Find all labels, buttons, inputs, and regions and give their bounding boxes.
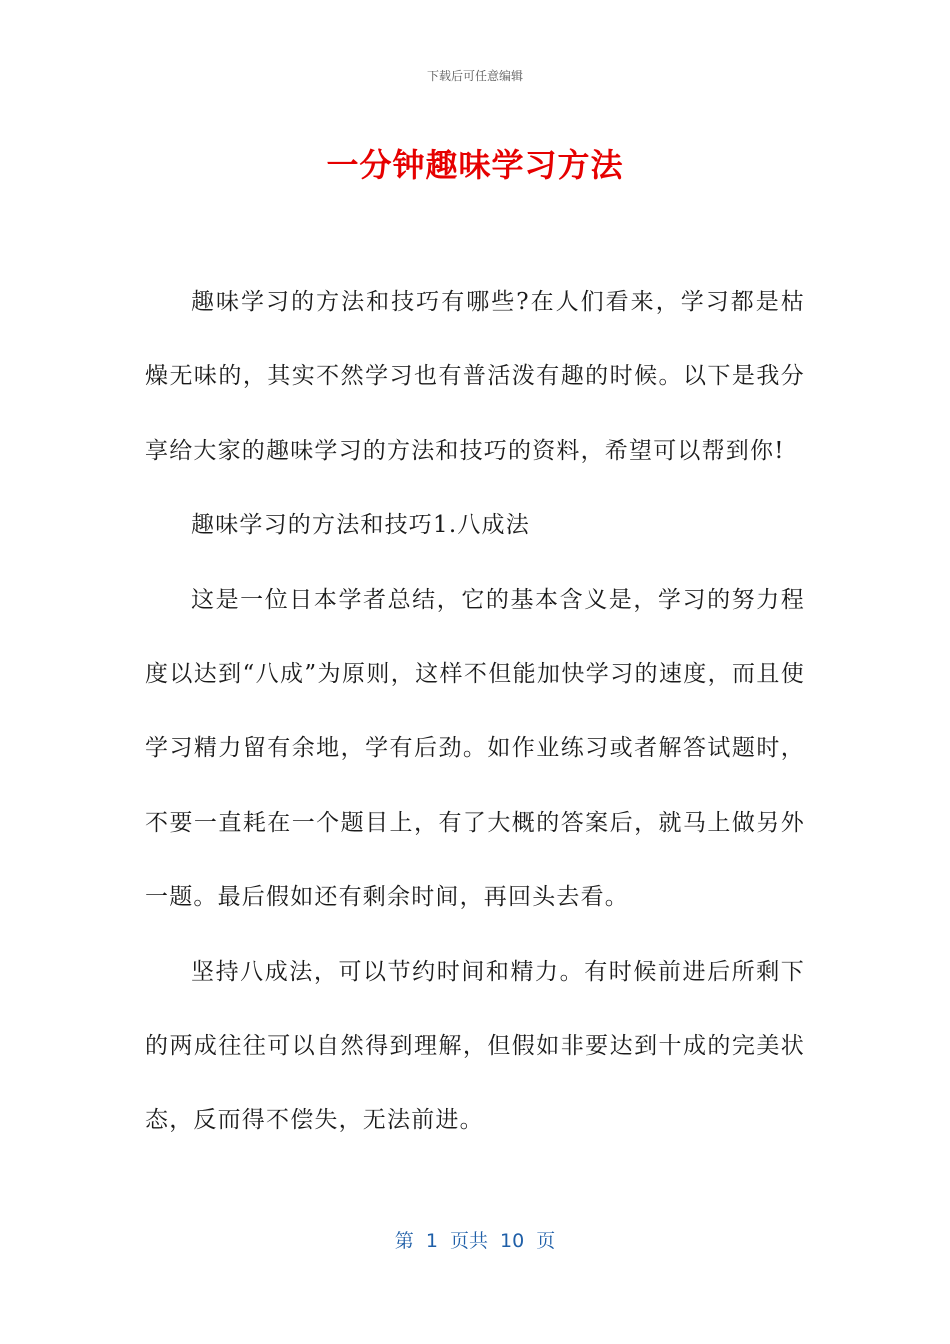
paragraph-benefit: 坚持八成法，可以节约时间和精力。有时候前进后所剩下的两成往往可以自然得到理解，但假如非要达到十成的完美状态，反而得不偿失，无法前进。 [145,958,805,1134]
paragraph-heading: 趣味学习的方法和技巧1.八成法 [191,512,530,539]
header-note: 下载后可任意编辑 [426,69,523,83]
page-footer: 第 1 页共 10 页 [394,1230,556,1252]
document-title: 一分钟趣味学习方法 [326,146,624,184]
document-body [145,265,805,1158]
paragraph-explanation: 这是一位日本学者总结，它的基本含义是，学习的努力程度以达到“八成”为原则，这样不但能加快学习的速度，而且使学习精力留有余地，学有后劲。如作业练习或者解答试题时，不要一直耗在一个题目上，有了大概的答案后，就马上做另外一题。最后假如还有剩余时间，再回头去看。 [145,586,805,911]
paragraph-intro: 趣味学习的方法和技巧有哪些?在人们看来，学习都是枯燥无味的，其实不然学习也有普活泼有趣的时候。以下是我分享给大家的趣味学习的方法和技巧的资料，希望可以帮到你! [145,289,805,464]
